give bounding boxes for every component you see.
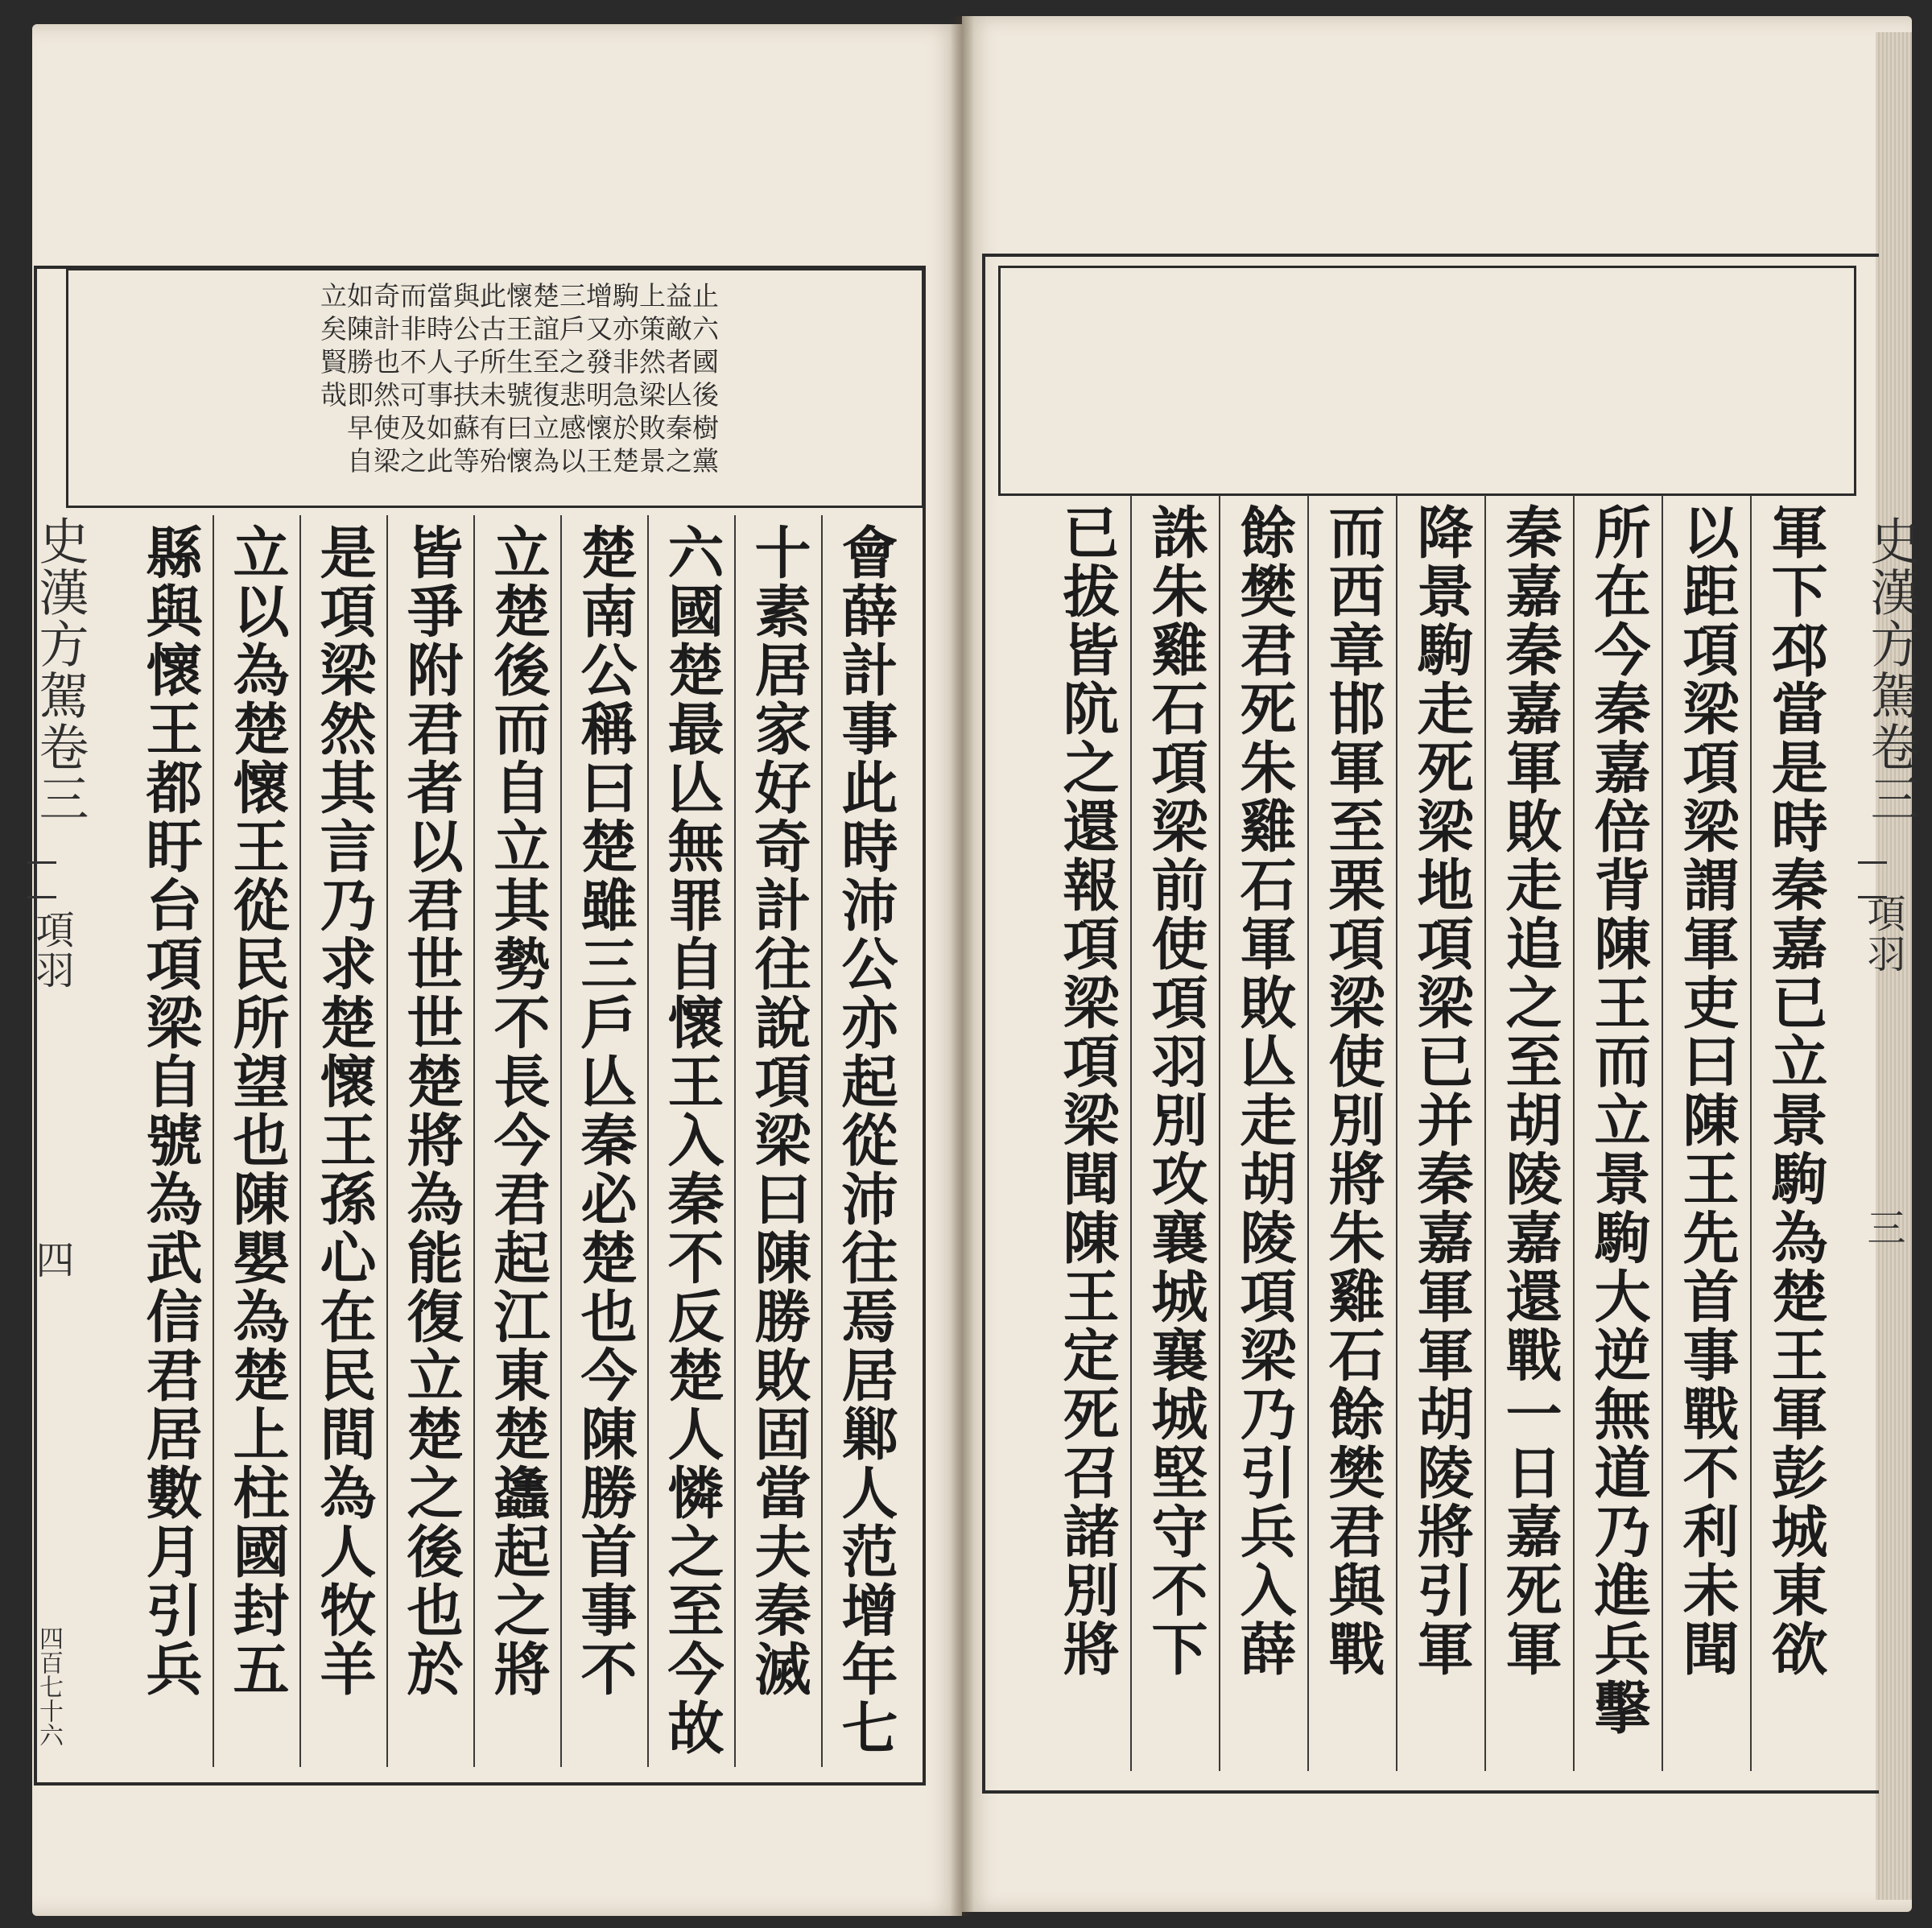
left-head-note-col-5: 增又發明懷王 xyxy=(582,282,613,480)
right-text-col-divider xyxy=(1573,495,1575,1771)
left-text-col-divider xyxy=(647,515,649,1767)
left-text-col-3: 六國楚最亾無罪自懷王入秦不反楚人憐之至今故 xyxy=(658,523,725,1757)
left-text-col-divider xyxy=(386,515,388,1767)
right-text-col-8: 誅朱雞石項梁前使項羽別攻襄城襄城堅守不下 xyxy=(1142,503,1209,1678)
left-head-note-col-6: 三戶之悲感以 xyxy=(555,282,587,480)
left-text-col-6: 皆爭附君者以君世世楚將為能復立楚之後也於 xyxy=(398,523,464,1699)
left-head-note-col-13: 奇計也然使梁 xyxy=(369,282,401,480)
left-text-col-5: 立楚後而自立其勢不長今君起江東楚蠭起之將 xyxy=(485,523,551,1699)
left-margin-page-mark: 四 xyxy=(29,1240,74,1280)
left-head-note-col-10: 與公子扶蘇等 xyxy=(449,282,481,480)
right-text-col-divider xyxy=(1396,495,1397,1771)
right-text-col-divider xyxy=(1750,495,1752,1771)
left-text-col-1: 會薛計事此時沛公亦起從沛往焉居鄛人范增年七 xyxy=(832,523,899,1757)
right-margin-title: 史漢方駕卷三 xyxy=(1862,515,1921,824)
right-text-col-2: 以距項梁項梁謂軍吏曰陳王先首事戰不利未聞 xyxy=(1674,503,1740,1678)
right-text-col-divider xyxy=(1219,495,1220,1771)
left-head-note-col-4: 駒亦非急於楚 xyxy=(609,282,640,480)
left-text-col-divider xyxy=(560,515,562,1767)
left-text-col-8: 立以為楚懷王從民所望也陳嬰為楚上柱國封五 xyxy=(224,523,291,1699)
left-margin-section: 項羽 xyxy=(29,910,74,990)
left-text-col-divider xyxy=(299,515,301,1767)
left-head-note-col-11: 當時人事如此 xyxy=(423,282,454,480)
left-text-col-2: 十素居家好奇計往說項梁曰陳勝敗固當夫秦滅 xyxy=(745,523,812,1699)
book-gutter xyxy=(950,16,974,1916)
left-text-col-divider xyxy=(734,515,736,1767)
right-fish-tail-mark xyxy=(1858,861,1887,898)
left-text-col-9: 縣與懷王都盱台項梁自號為武信君居數月引兵 xyxy=(137,523,204,1699)
left-head-note-col-9: 此古所未有殆 xyxy=(476,282,507,480)
left-text-col-7: 是項梁然其言乃求楚懷王孫心在民間為人牧羊 xyxy=(311,523,378,1699)
right-text-col-divider xyxy=(1130,495,1132,1771)
right-text-col-4: 秦嘉秦嘉軍敗走追之至胡陵嘉還戰一日嘉死軍 xyxy=(1496,503,1563,1678)
left-head-note-col-1: 止六國後樹黨 xyxy=(688,282,720,480)
right-text-col-divider xyxy=(1484,495,1486,1771)
left-head-note-col-15: 立矣賢哉 xyxy=(316,282,348,414)
right-text-col-1: 軍下邳當是時秦嘉已立景駒為楚王軍彭城東欲 xyxy=(1762,503,1829,1678)
right-text-col-divider xyxy=(1307,495,1309,1771)
right-text-col-3: 所在今秦嘉倍背陳王而立景駒大逆無道乃進兵擊 xyxy=(1585,503,1652,1737)
left-text-col-divider xyxy=(213,515,214,1767)
left-head-note-col-8: 懷王生號曰懷 xyxy=(502,282,534,480)
right-margin-section: 項羽 xyxy=(1860,894,1905,974)
left-head-note-col-14: 如陳勝即早自 xyxy=(343,282,374,480)
right-text-col-5: 降景駒走死梁地項梁已并秦嘉軍軍胡陵將引軍 xyxy=(1408,503,1475,1678)
left-head-note-col-3: 上策然梁敗景 xyxy=(635,282,667,480)
left-margin-title: 史漢方駕卷三 xyxy=(31,515,89,824)
left-text-col-divider xyxy=(821,515,823,1767)
left-head-note-col-2: 益敵者亾秦之 xyxy=(662,282,693,480)
left-text-col-divider xyxy=(473,515,475,1767)
right-margin-page-mark: 三 xyxy=(1860,1208,1905,1248)
left-folio: 四百七十六 xyxy=(35,1626,63,1747)
left-text-col-4: 楚南公稱曰楚雖三戶亾秦必楚也今陳勝首事不 xyxy=(572,523,638,1699)
left-head-note-col-12: 而非不可及之 xyxy=(396,282,427,480)
right-head-box xyxy=(998,266,1856,496)
right-text-col-6: 而西章邯軍至栗項梁使別將朱雞石餘樊君與戰 xyxy=(1319,503,1386,1678)
left-head-note-col-7: 楚誼至復立為 xyxy=(529,282,560,480)
right-text-col-divider xyxy=(1662,495,1663,1771)
right-text-col-7: 餘樊君死朱雞石軍敗亾走胡陵項梁乃引兵入薛 xyxy=(1231,503,1298,1678)
right-text-col-9: 已拔皆阬之還報項梁項梁聞陳王定死召諸別將 xyxy=(1054,503,1121,1678)
left-fish-tail-mark xyxy=(27,861,56,898)
